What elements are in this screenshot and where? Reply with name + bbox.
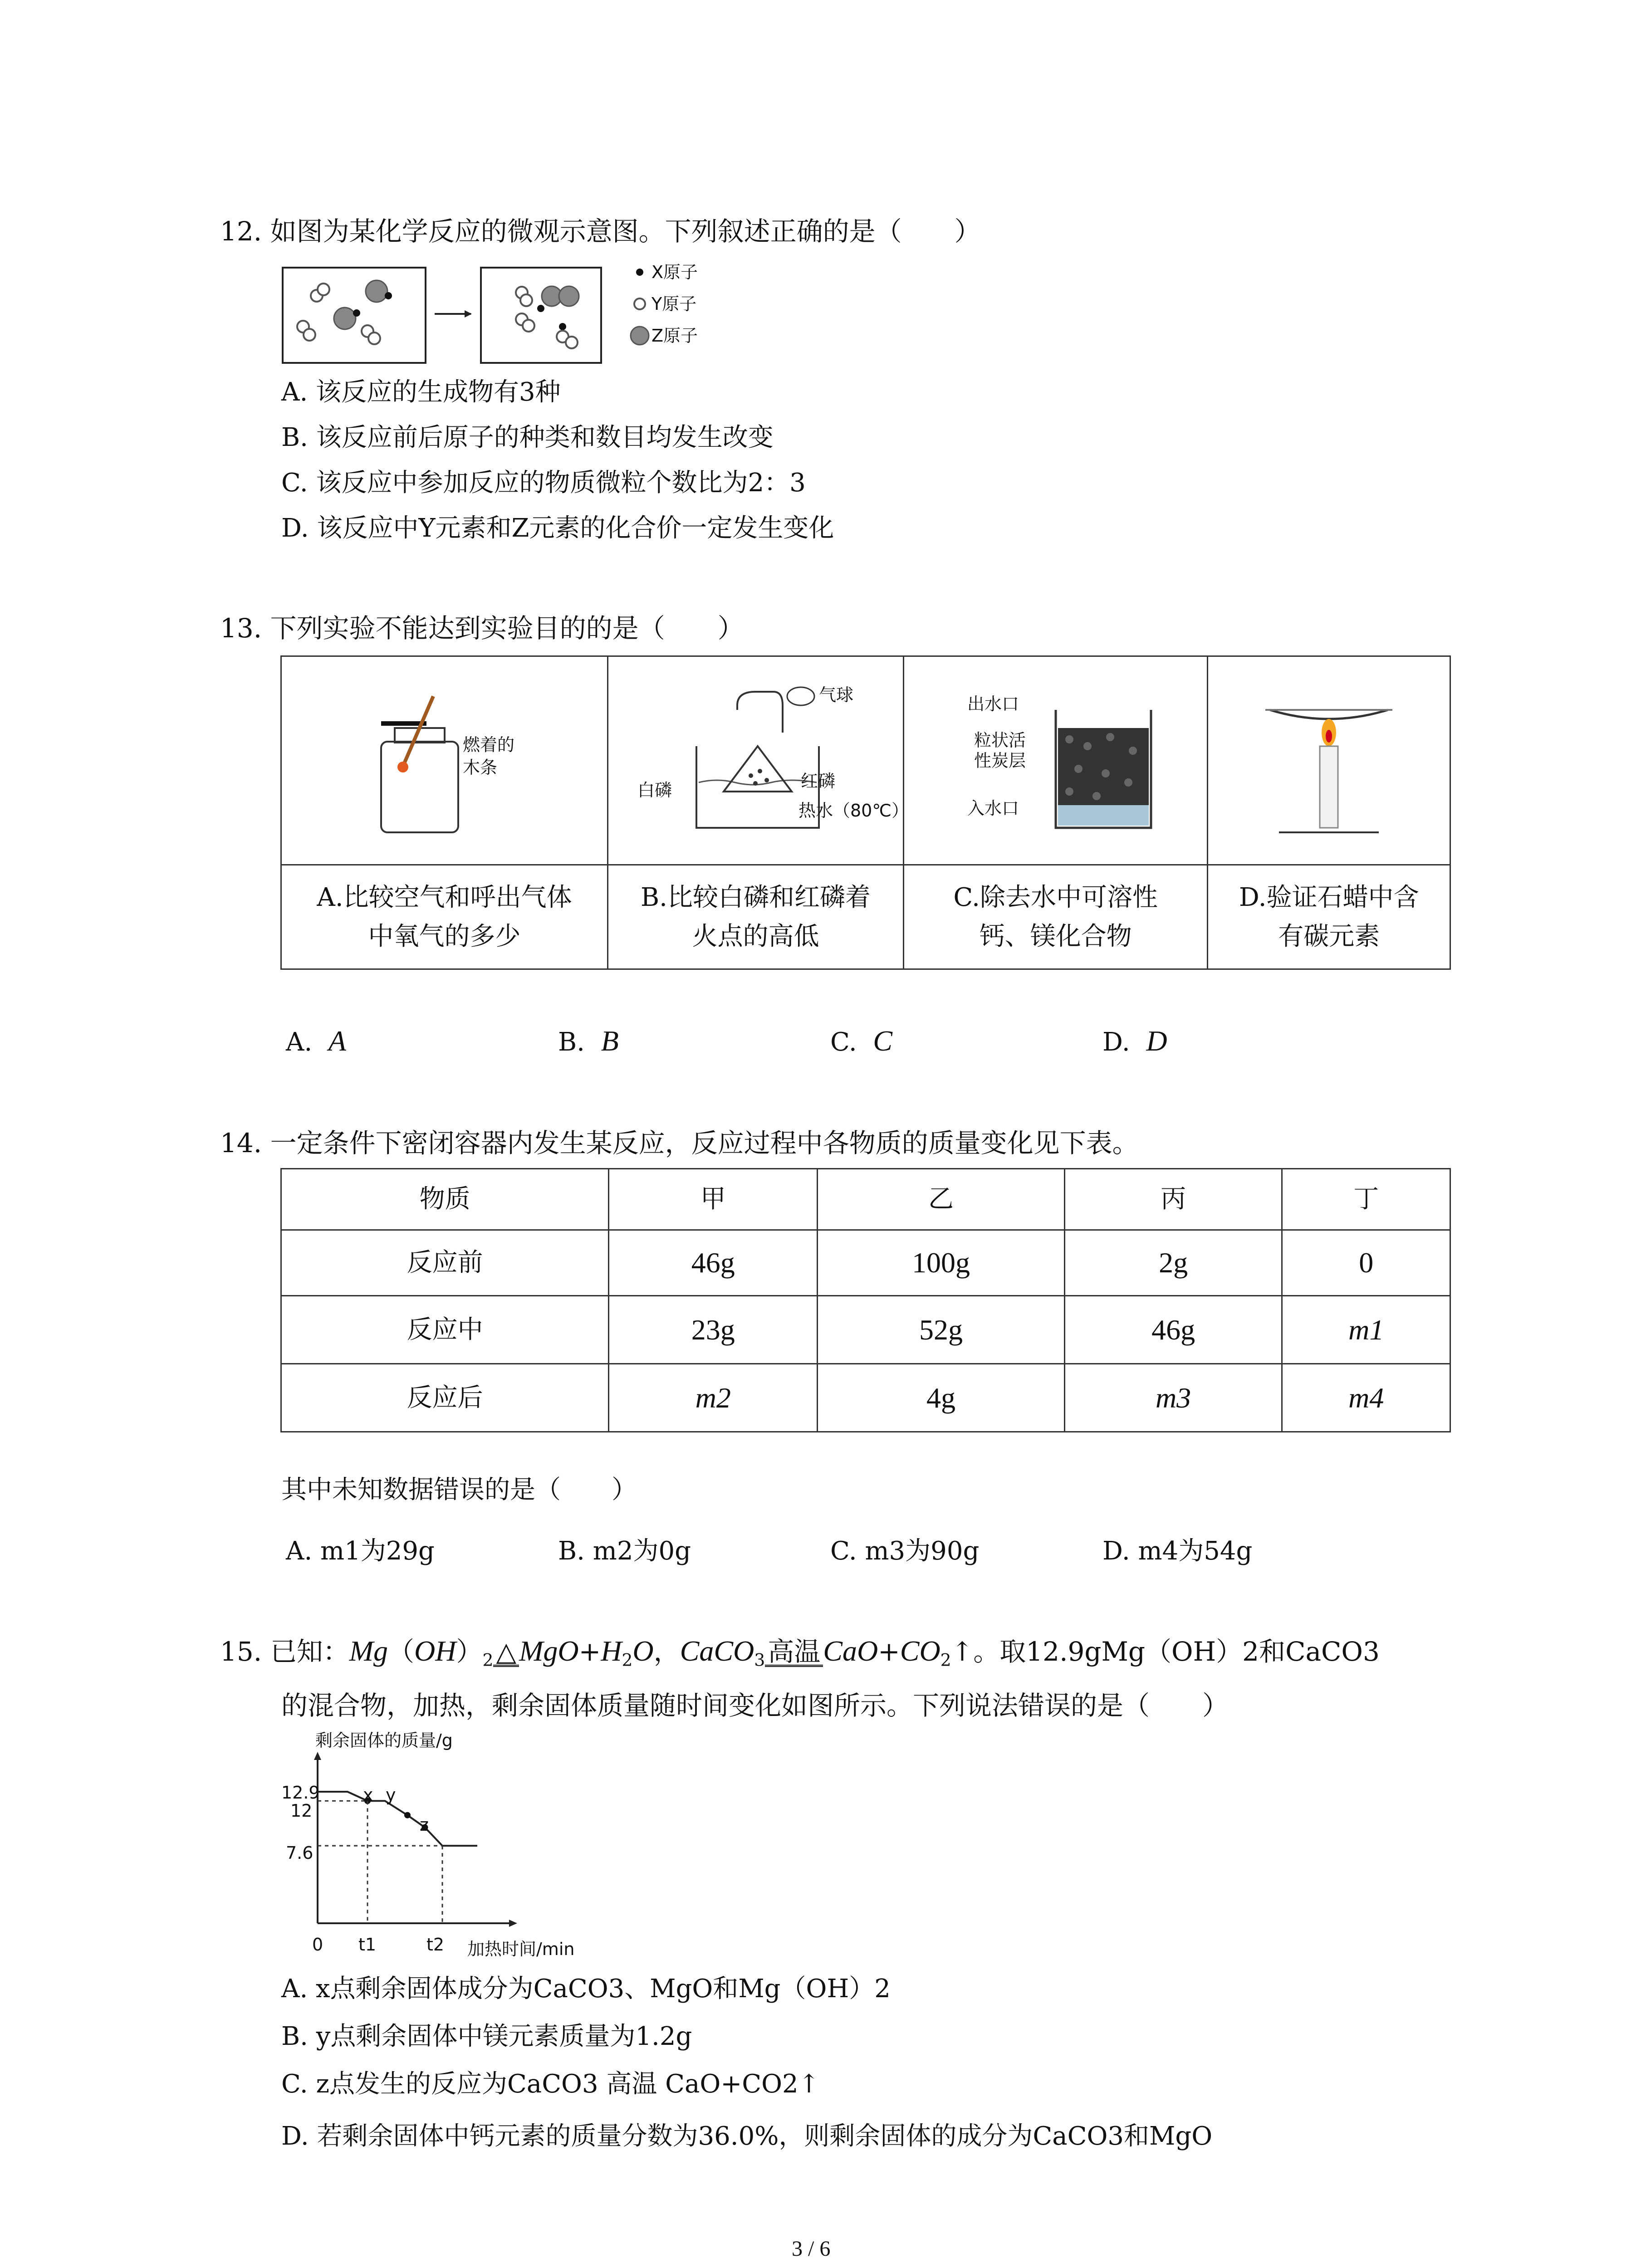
fig-a-cell	[281, 656, 608, 865]
fig-c-outlet: 出水口	[967, 694, 1019, 714]
cell: 0	[1282, 1230, 1450, 1296]
fig-b-cell	[608, 656, 909, 865]
mass-curve	[318, 1792, 477, 1846]
header-ding: 丁	[1282, 1169, 1450, 1230]
product-box	[481, 268, 601, 363]
high-temp-condition: 高温	[765, 1638, 823, 1667]
header-yi: 乙	[818, 1169, 1064, 1230]
header-jia: 甲	[609, 1169, 818, 1230]
q12-option-b[interactable]: B. 该反应前后原子的种类和数目均发生改变	[281, 423, 774, 452]
q15-line1: 15. 已知：$Mg(OH)_2$ $\triangle MgO+H_2O$，CaCO$_3$ 高温$CaO+CO_2↑$。取12.9gMg（OH）2和CaCO3	[220, 1635, 1380, 1670]
cell: m1	[1282, 1296, 1450, 1364]
z-atom-icon	[631, 327, 649, 345]
caption-c: C.除去水中可溶性 钙、镁化合物	[903, 865, 1208, 969]
cell: m3	[1064, 1364, 1282, 1432]
fig-a-label2: 木条	[462, 757, 497, 777]
fig-b-balloon: 气球	[819, 684, 854, 705]
header-bing: 丙	[1064, 1169, 1282, 1230]
q15-option-a[interactable]: A. x点剩余固体成分为CaCO3、MgO和Mg（OH）2	[281, 1974, 891, 2004]
q12-option-a[interactable]: A. 该反应的生成物有3种	[281, 377, 561, 407]
table-row	[281, 1364, 1450, 1432]
y-tick-7-6: 7.6	[286, 1843, 314, 1863]
q12-micro-diagram	[281, 259, 780, 367]
fig-a-label1: 燃着的	[462, 734, 514, 755]
q15-option-d[interactable]: D. 若剩余固体中钙元素的质量分数为36.0%，则剩余固体的成分为CaCO3和MgO	[281, 2121, 1213, 2151]
table-row	[281, 1296, 1450, 1364]
caption-b: B.比较白磷和红磷着 火点的高低	[608, 865, 904, 969]
fig-c-carbon1: 粒状活	[974, 730, 1026, 750]
q13-option-d[interactable]: D. D	[1102, 1025, 1167, 1057]
cell: m2	[609, 1364, 818, 1432]
q13-option-a[interactable]: A. A	[286, 1025, 346, 1057]
q15-option-b[interactable]: B. y点剩余固体中镁元素质量为1.2g	[281, 2022, 692, 2051]
point-label-x: x	[363, 1785, 373, 1805]
q12-option-c[interactable]: C. 该反应中参加反应的物质微粒个数比为2：3	[281, 468, 806, 498]
q14-ask: 其中未知数据错误的是（ ）	[281, 1475, 637, 1505]
fig-c-carbon2: 性炭层	[974, 750, 1026, 771]
q15-line2: 的混合物，加热，剩余固体质量随时间变化如图所示。下列说法错误的是（ ）	[281, 1690, 1229, 1721]
page-number: 3 / 6	[792, 2237, 831, 2261]
legend-x: X原子	[652, 262, 698, 282]
cell: 100g	[818, 1230, 1064, 1296]
y-atom-icon	[634, 298, 645, 309]
candle-plate-figure	[1238, 678, 1420, 841]
q13-option-c[interactable]: C. C	[830, 1025, 892, 1057]
q13-experiment-table	[280, 655, 1451, 970]
y-tick-12-9: 12.9	[281, 1783, 320, 1803]
legend-z: Z原子	[652, 326, 698, 346]
cell: m4	[1282, 1364, 1450, 1432]
cell: 52g	[818, 1296, 1064, 1364]
q14-mass-table	[280, 1168, 1451, 1432]
fig-b-red-p: 红磷	[801, 771, 836, 791]
cell: 23g	[609, 1296, 818, 1364]
q12-option-d[interactable]: D. 该反应中Y元素和Z元素的化合价一定发生变化	[281, 513, 834, 543]
fig-b-hot-water: 热水（80℃）	[798, 800, 909, 821]
q15-option-c[interactable]: C. z点发生的反应为CaCO3 高温 CaO+CO2↑	[281, 2069, 820, 2099]
x-atom-icon	[636, 269, 643, 276]
caption-a: A.比较空气和呼出气体 中氧气的多少	[281, 865, 608, 969]
fig-b-white-p: 白磷	[637, 780, 672, 800]
fig-d-cell	[1208, 656, 1450, 865]
cell: 46g	[1064, 1296, 1282, 1364]
q14-option-a[interactable]: A. m1为29g	[286, 1536, 435, 1566]
q12-stem: 12. 如图为某化学反应的微观示意图。下列叙述正确的是（ ）	[220, 216, 981, 247]
cell: 2g	[1064, 1230, 1282, 1296]
chart-ylabel: 剩余固体的质量/g	[315, 1730, 453, 1750]
fig-c-cell	[903, 656, 1208, 865]
q14-option-c[interactable]: C. m3为90g	[830, 1536, 980, 1566]
header-substance: 物质	[281, 1169, 609, 1230]
legend-y: Y原子	[652, 294, 697, 314]
point-y	[404, 1812, 411, 1818]
bottle-with-stick-figure	[349, 678, 540, 841]
point-label-z: z	[420, 1815, 429, 1835]
cell: 46g	[609, 1230, 818, 1296]
q13-option-b[interactable]: B. B	[558, 1025, 619, 1057]
row-label-during: 反应中	[281, 1296, 609, 1364]
q13-stem: 13. 下列实验不能达到实验目的的是（ ）	[220, 613, 744, 644]
x-tick-t2: t2	[426, 1935, 445, 1955]
cell: 4g	[818, 1364, 1064, 1432]
table-row	[281, 1230, 1450, 1296]
q14-stem: 14. 一定条件下密闭容器内发生某反应，反应过程中各物质的质量变化见下表。	[220, 1128, 1139, 1158]
carbon-filter-figure	[924, 678, 1187, 841]
heat-condition: △	[493, 1638, 519, 1667]
fig-c-inlet: 入水口	[967, 798, 1019, 818]
q14-option-b[interactable]: B. m2为0g	[558, 1536, 691, 1566]
caption-d: D.验证石蜡中含 有碳元素	[1208, 865, 1450, 969]
mass-time-chart	[272, 1728, 617, 1964]
q14-option-d[interactable]: D. m4为54g	[1102, 1536, 1253, 1566]
point-label-y: y	[386, 1785, 396, 1805]
row-label-after: 反应后	[281, 1364, 609, 1432]
x-tick-t1: t1	[358, 1935, 377, 1955]
beaker-phosphorus-figure	[619, 678, 909, 841]
y-tick-12: 12	[290, 1801, 313, 1821]
chart-xlabel: 加热时间/min	[467, 1939, 575, 1959]
x-tick-0: 0	[312, 1935, 323, 1955]
row-label-before: 反应前	[281, 1230, 609, 1296]
